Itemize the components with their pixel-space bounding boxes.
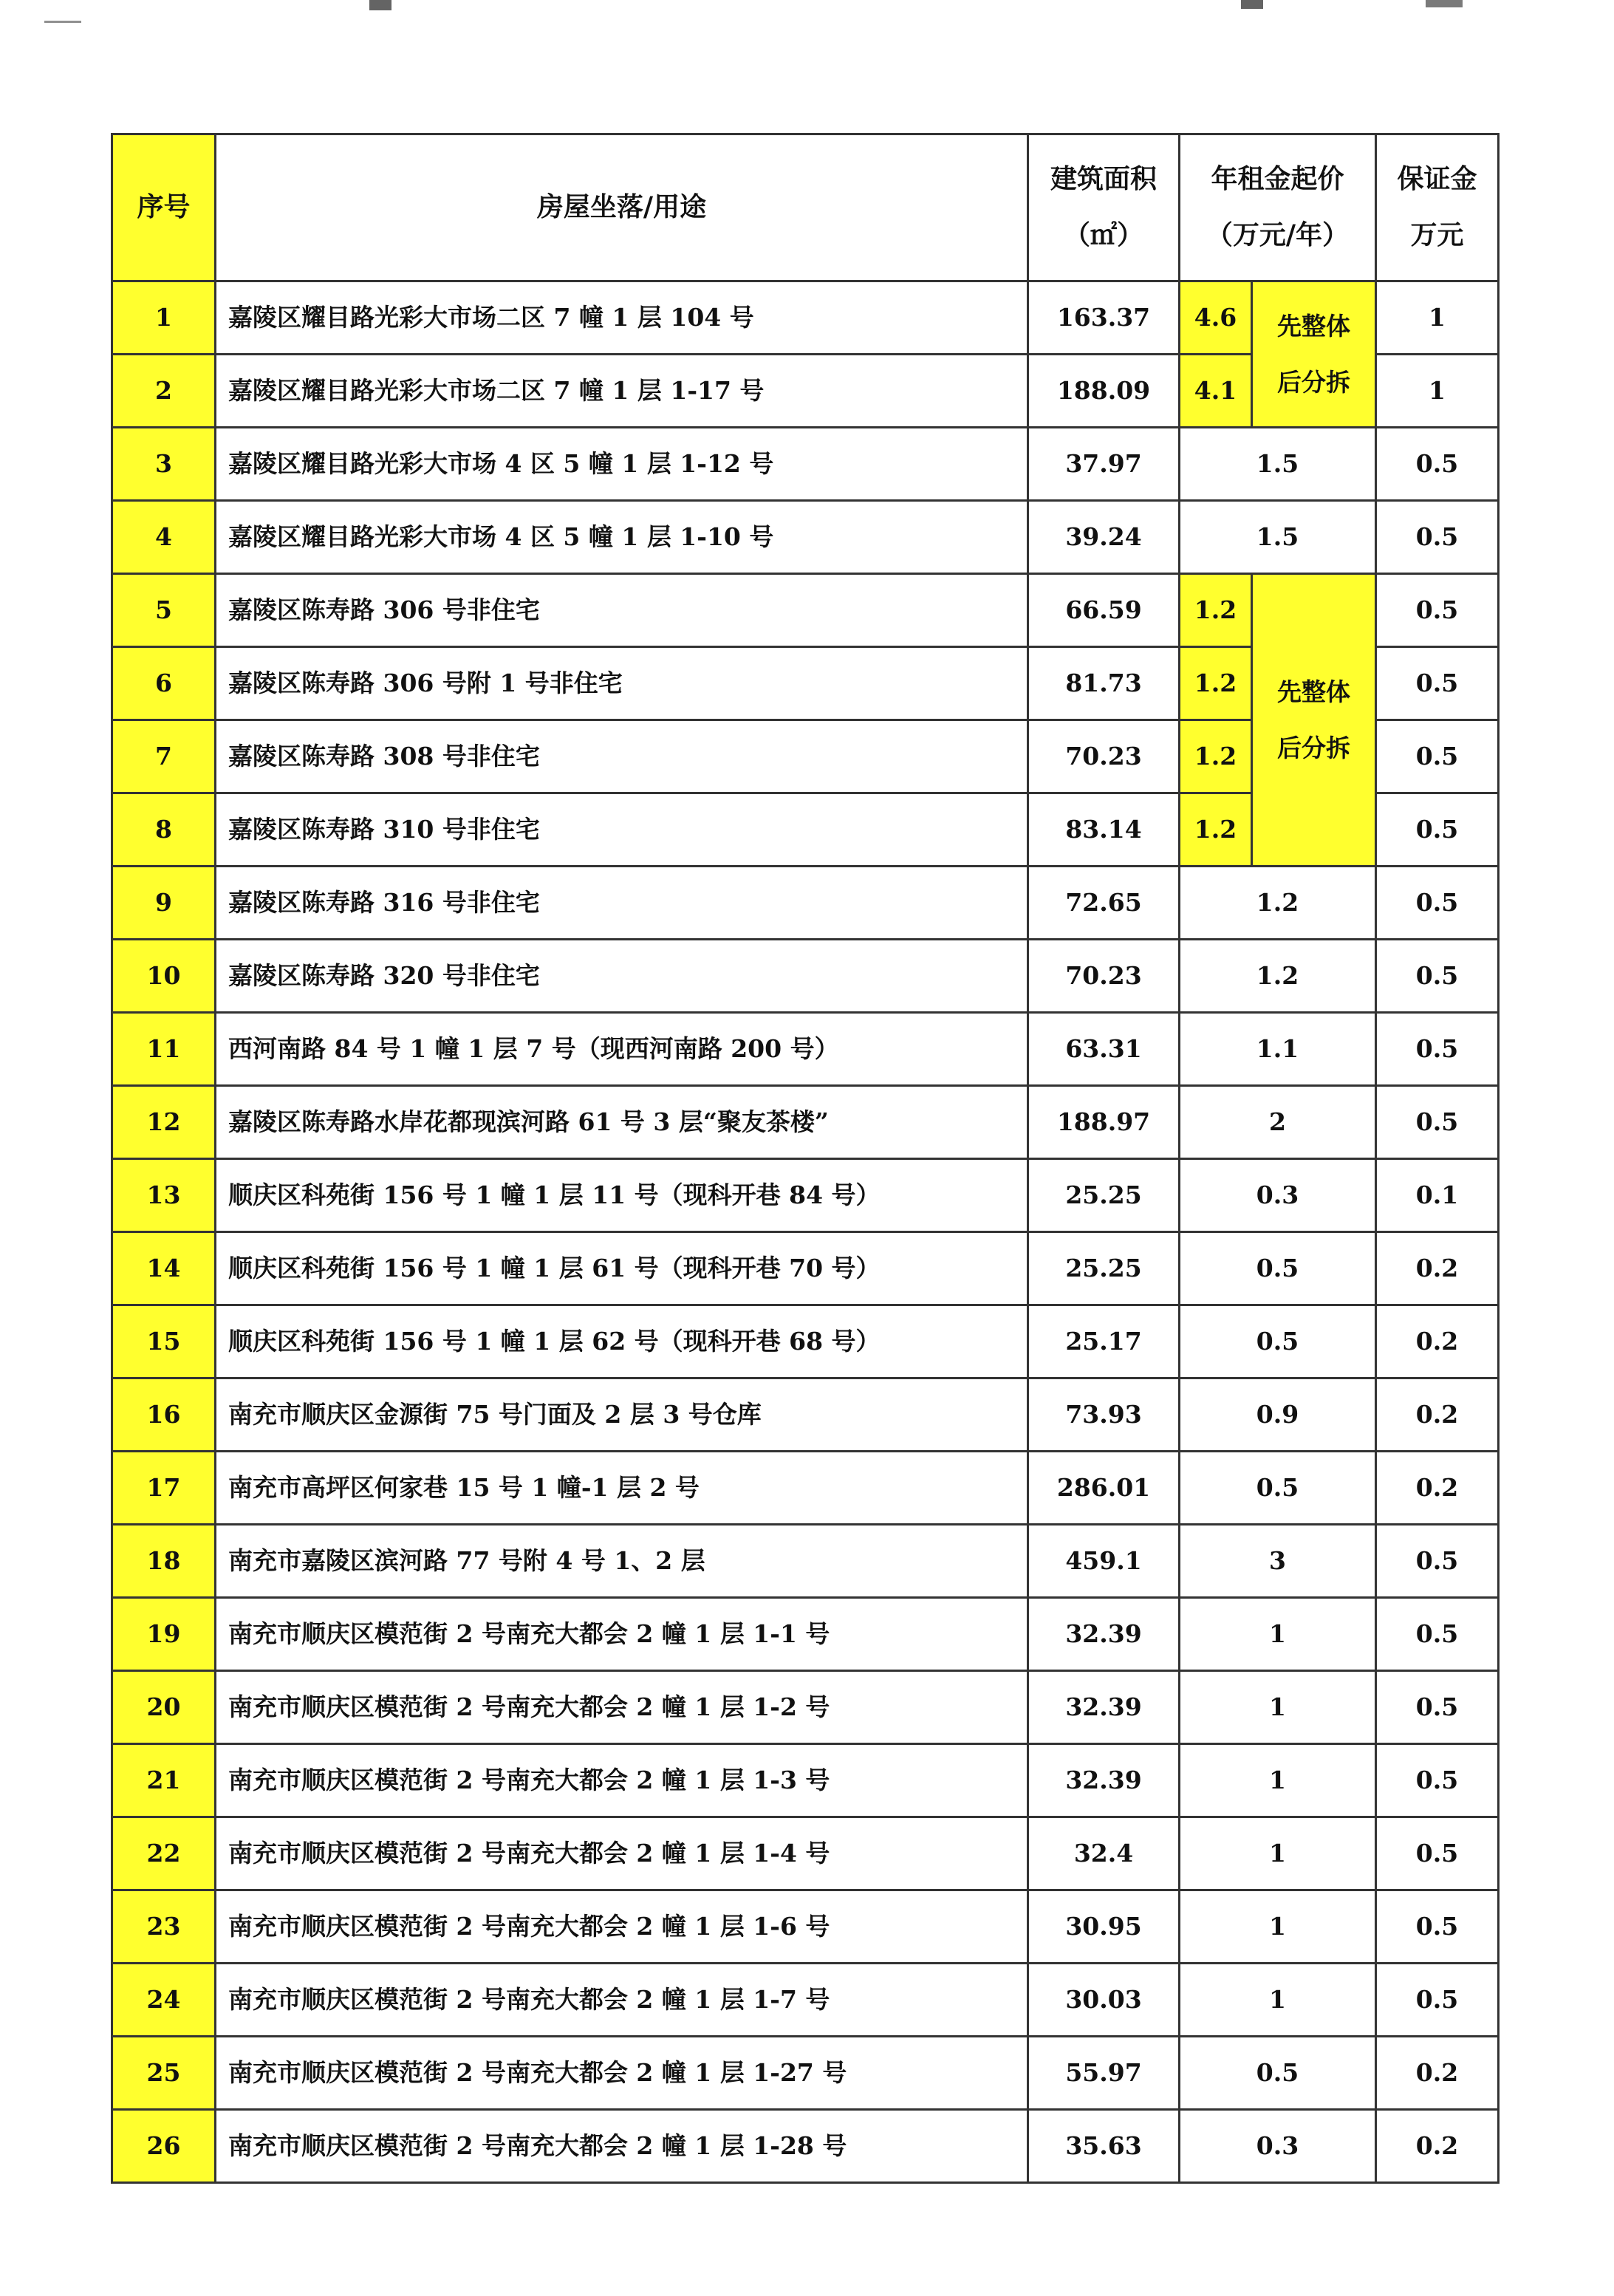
cell-rent: 1 — [1180, 1964, 1376, 2037]
table-row — [112, 1671, 1499, 1744]
cell-address: 嘉陵区耀目路光彩大市场 4 区 5 幢 1 层 1-10 号 — [216, 501, 1028, 574]
cell-area: 37.97 — [1028, 428, 1180, 501]
cell-deposit: 0.5 — [1376, 940, 1499, 1013]
cell-address: 南充市顺庆区模范街 2 号南充大都会 2 幢 1 层 1-1 号 — [216, 1598, 1028, 1671]
cell-seq: 8 — [112, 793, 216, 867]
table-body — [112, 134, 1499, 2183]
cell-rent: 1 — [1180, 1890, 1376, 1964]
cell-address: 南充市顺庆区模范街 2 号南充大都会 2 幢 1 层 1-4 号 — [216, 1817, 1028, 1890]
cell-address: 嘉陵区陈寿路 320 号非住宅 — [216, 940, 1028, 1013]
cell-seq: 7 — [112, 720, 216, 793]
header-area-line2: （㎡） — [1063, 219, 1143, 250]
scan-mark — [369, 0, 391, 10]
cell-area: 25.25 — [1028, 1232, 1180, 1305]
cell-address: 南充市嘉陵区滨河路 77 号附 4 号 1、2 层 — [216, 1525, 1028, 1598]
table-row — [112, 1890, 1499, 1964]
cell-rent: 1 — [1180, 1598, 1376, 1671]
cell-deposit: 0.5 — [1376, 1890, 1499, 1964]
table-row — [112, 1086, 1499, 1159]
cell-deposit: 0.2 — [1376, 1452, 1499, 1525]
cell-rent: 1.2 — [1180, 720, 1252, 793]
cell-rent: 1.5 — [1180, 428, 1376, 501]
cell-deposit: 0.5 — [1376, 647, 1499, 720]
scan-mark — [1426, 0, 1463, 7]
scan-mark — [1241, 0, 1263, 9]
header-rent — [1180, 134, 1376, 281]
cell-rent: 0.3 — [1180, 1159, 1376, 1232]
cell-address: 南充市顺庆区模范街 2 号南充大都会 2 幢 1 层 1-27 号 — [216, 2037, 1028, 2110]
header-deposit-line1: 保证金 — [1397, 163, 1477, 195]
cell-deposit: 0.5 — [1376, 793, 1499, 867]
table-row — [112, 1744, 1499, 1817]
cell-address: 西河南路 84 号 1 幢 1 层 7 号（现西河南路 200 号） — [216, 1013, 1028, 1086]
table-row — [112, 574, 1499, 647]
cell-rent: 2 — [1180, 1086, 1376, 1159]
header-row — [112, 134, 1499, 281]
cell-address: 嘉陵区陈寿路 306 号附 1 号非住宅 — [216, 647, 1028, 720]
cell-rent: 3 — [1180, 1525, 1376, 1598]
cell-address: 顺庆区科苑街 156 号 1 幢 1 层 62 号（现科开巷 68 号） — [216, 1305, 1028, 1378]
cell-deposit: 0.5 — [1376, 1598, 1499, 1671]
cell-address: 南充市顺庆区模范街 2 号南充大都会 2 幢 1 层 1-28 号 — [216, 2110, 1028, 2183]
cell-seq: 10 — [112, 940, 216, 1013]
cell-seq: 12 — [112, 1086, 216, 1159]
cell-rent: 1.2 — [1180, 574, 1252, 647]
table-row — [112, 1159, 1499, 1232]
cell-seq: 17 — [112, 1452, 216, 1525]
cell-deposit: 0.1 — [1376, 1159, 1499, 1232]
cell-address: 南充市顺庆区模范街 2 号南充大都会 2 幢 1 层 1-2 号 — [216, 1671, 1028, 1744]
cell-seq: 11 — [112, 1013, 216, 1086]
cell-area: 188.09 — [1028, 355, 1180, 428]
cell-area: 30.95 — [1028, 1890, 1180, 1964]
cell-rent: 4.6 — [1180, 281, 1252, 355]
cell-address: 顺庆区科苑街 156 号 1 幢 1 层 11 号（现科开巷 84 号） — [216, 1159, 1028, 1232]
table-row — [112, 2110, 1499, 2183]
table-row — [112, 940, 1499, 1013]
cell-rent: 1.2 — [1180, 793, 1252, 867]
cell-rent: 1 — [1180, 1671, 1376, 1744]
cell-address: 南充市顺庆区金源街 75 号门面及 2 层 3 号仓库 — [216, 1378, 1028, 1452]
cell-seq: 9 — [112, 867, 216, 940]
cell-area: 25.25 — [1028, 1159, 1180, 1232]
scan-mark — [44, 21, 81, 23]
cell-rent: 1.5 — [1180, 501, 1376, 574]
cell-area: 32.39 — [1028, 1671, 1180, 1744]
cell-deposit: 0.5 — [1376, 501, 1499, 574]
cell-seq: 5 — [112, 574, 216, 647]
cell-seq: 14 — [112, 1232, 216, 1305]
cell-area: 163.37 — [1028, 281, 1180, 355]
cell-area: 32.39 — [1028, 1744, 1180, 1817]
cell-seq: 25 — [112, 2037, 216, 2110]
cell-seq: 16 — [112, 1378, 216, 1452]
header-area — [1028, 134, 1180, 281]
cell-seq: 6 — [112, 647, 216, 720]
cell-rent: 1.1 — [1180, 1013, 1376, 1086]
table-row — [112, 501, 1499, 574]
table-row — [112, 1305, 1499, 1378]
cell-seq: 19 — [112, 1598, 216, 1671]
cell-area: 32.4 — [1028, 1817, 1180, 1890]
table-row — [112, 867, 1499, 940]
note-line1: 先整体 — [1277, 677, 1350, 706]
table-row — [112, 428, 1499, 501]
cell-area: 66.59 — [1028, 574, 1180, 647]
cell-area: 72.65 — [1028, 867, 1180, 940]
cell-area: 30.03 — [1028, 1964, 1180, 2037]
cell-rent: 1.2 — [1180, 647, 1252, 720]
cell-rent: 4.1 — [1180, 355, 1252, 428]
cell-deposit: 0.5 — [1376, 428, 1499, 501]
cell-area: 55.97 — [1028, 2037, 1180, 2110]
cell-deposit: 0.2 — [1376, 1232, 1499, 1305]
table-row — [112, 1232, 1499, 1305]
cell-deposit: 1 — [1376, 281, 1499, 355]
cell-address: 南充市顺庆区模范街 2 号南充大都会 2 幢 1 层 1-3 号 — [216, 1744, 1028, 1817]
cell-area: 32.39 — [1028, 1598, 1180, 1671]
cell-deposit: 0.5 — [1376, 1525, 1499, 1598]
cell-rent: 1.2 — [1180, 867, 1376, 940]
cell-seq: 13 — [112, 1159, 216, 1232]
cell-seq: 1 — [112, 281, 216, 355]
cell-seq: 26 — [112, 2110, 216, 2183]
cell-deposit: 0.5 — [1376, 1817, 1499, 1890]
table-row — [112, 281, 1499, 355]
table-row — [112, 1525, 1499, 1598]
table-row — [112, 1378, 1499, 1452]
cell-area: 188.97 — [1028, 1086, 1180, 1159]
cell-address: 顺庆区科苑街 156 号 1 幢 1 层 61 号（现科开巷 70 号） — [216, 1232, 1028, 1305]
cell-deposit: 0.5 — [1376, 1671, 1499, 1744]
cell-rent: 0.5 — [1180, 1305, 1376, 1378]
cell-seq: 22 — [112, 1817, 216, 1890]
property-listing-table — [111, 133, 1500, 2184]
cell-rent: 1.2 — [1180, 940, 1376, 1013]
cell-rent: 0.3 — [1180, 2110, 1376, 2183]
cell-deposit: 0.5 — [1376, 1744, 1499, 1817]
cell-address: 嘉陵区耀目路光彩大市场二区 7 幢 1 层 1-17 号 — [216, 355, 1028, 428]
cell-address: 嘉陵区陈寿路水岸花都现滨河路 61 号 3 层“聚友茶楼” — [216, 1086, 1028, 1159]
table-row — [112, 1964, 1499, 2037]
cell-deposit: 0.2 — [1376, 2037, 1499, 2110]
cell-rent: 1 — [1180, 1817, 1376, 1890]
cell-deposit: 0.5 — [1376, 574, 1499, 647]
header-area-line1: 建筑面积 — [1050, 163, 1157, 195]
header-deposit — [1376, 134, 1499, 281]
cell-address: 嘉陵区陈寿路 308 号非住宅 — [216, 720, 1028, 793]
cell-rent: 0.9 — [1180, 1378, 1376, 1452]
table-row — [112, 1817, 1499, 1890]
cell-seq: 2 — [112, 355, 216, 428]
cell-deposit: 0.5 — [1376, 1964, 1499, 2037]
cell-rent: 0.5 — [1180, 1232, 1376, 1305]
cell-area: 70.23 — [1028, 720, 1180, 793]
cell-deposit: 0.5 — [1376, 1086, 1499, 1159]
note-line2: 后分拆 — [1277, 733, 1350, 762]
cell-rent: 0.5 — [1180, 1452, 1376, 1525]
table-row — [112, 2037, 1499, 2110]
cell-area: 25.17 — [1028, 1305, 1180, 1378]
cell-address: 南充市高坪区何家巷 15 号 1 幢-1 层 2 号 — [216, 1452, 1028, 1525]
cell-area: 459.1 — [1028, 1525, 1180, 1598]
cell-seq: 4 — [112, 501, 216, 574]
cell-area: 39.24 — [1028, 501, 1180, 574]
cell-seq: 21 — [112, 1744, 216, 1817]
cell-rent-note — [1252, 574, 1376, 867]
cell-deposit: 1 — [1376, 355, 1499, 428]
cell-deposit: 0.2 — [1376, 1378, 1499, 1452]
cell-address: 嘉陵区耀目路光彩大市场 4 区 5 幢 1 层 1-12 号 — [216, 428, 1028, 501]
cell-rent-note — [1252, 281, 1376, 428]
cell-seq: 18 — [112, 1525, 216, 1598]
cell-area: 35.63 — [1028, 2110, 1180, 2183]
table-row — [112, 1013, 1499, 1086]
cell-deposit: 0.5 — [1376, 867, 1499, 940]
header-seq: 序号 — [112, 134, 216, 281]
cell-area: 70.23 — [1028, 940, 1180, 1013]
cell-rent: 1 — [1180, 1744, 1376, 1817]
cell-seq: 3 — [112, 428, 216, 501]
cell-seq: 20 — [112, 1671, 216, 1744]
cell-area: 286.01 — [1028, 1452, 1180, 1525]
cell-area: 63.31 — [1028, 1013, 1180, 1086]
note-line1: 先整体 — [1277, 311, 1350, 341]
cell-address: 嘉陵区耀目路光彩大市场二区 7 幢 1 层 104 号 — [216, 281, 1028, 355]
cell-address: 嘉陵区陈寿路 306 号非住宅 — [216, 574, 1028, 647]
cell-area: 81.73 — [1028, 647, 1180, 720]
table-row — [112, 1452, 1499, 1525]
cell-address: 南充市顺庆区模范街 2 号南充大都会 2 幢 1 层 1-6 号 — [216, 1890, 1028, 1964]
cell-area: 83.14 — [1028, 793, 1180, 867]
note-line2: 后分拆 — [1277, 367, 1350, 397]
cell-address: 嘉陵区陈寿路 316 号非住宅 — [216, 867, 1028, 940]
header-deposit-line2: 万元 — [1410, 219, 1464, 250]
cell-deposit: 0.5 — [1376, 1013, 1499, 1086]
cell-deposit: 0.2 — [1376, 2110, 1499, 2183]
cell-rent: 0.5 — [1180, 2037, 1376, 2110]
cell-seq: 24 — [112, 1964, 216, 2037]
cell-seq: 23 — [112, 1890, 216, 1964]
cell-address: 南充市顺庆区模范街 2 号南充大都会 2 幢 1 层 1-7 号 — [216, 1964, 1028, 2037]
cell-deposit: 0.2 — [1376, 1305, 1499, 1378]
cell-area: 73.93 — [1028, 1378, 1180, 1452]
header-rent-line1: 年租金起价 — [1211, 163, 1344, 195]
cell-deposit: 0.5 — [1376, 720, 1499, 793]
cell-seq: 15 — [112, 1305, 216, 1378]
cell-address: 嘉陵区陈寿路 310 号非住宅 — [216, 793, 1028, 867]
table-row — [112, 1598, 1499, 1671]
header-rent-line2: （万元/年） — [1206, 219, 1350, 250]
header-address: 房屋坐落/用途 — [216, 134, 1028, 281]
